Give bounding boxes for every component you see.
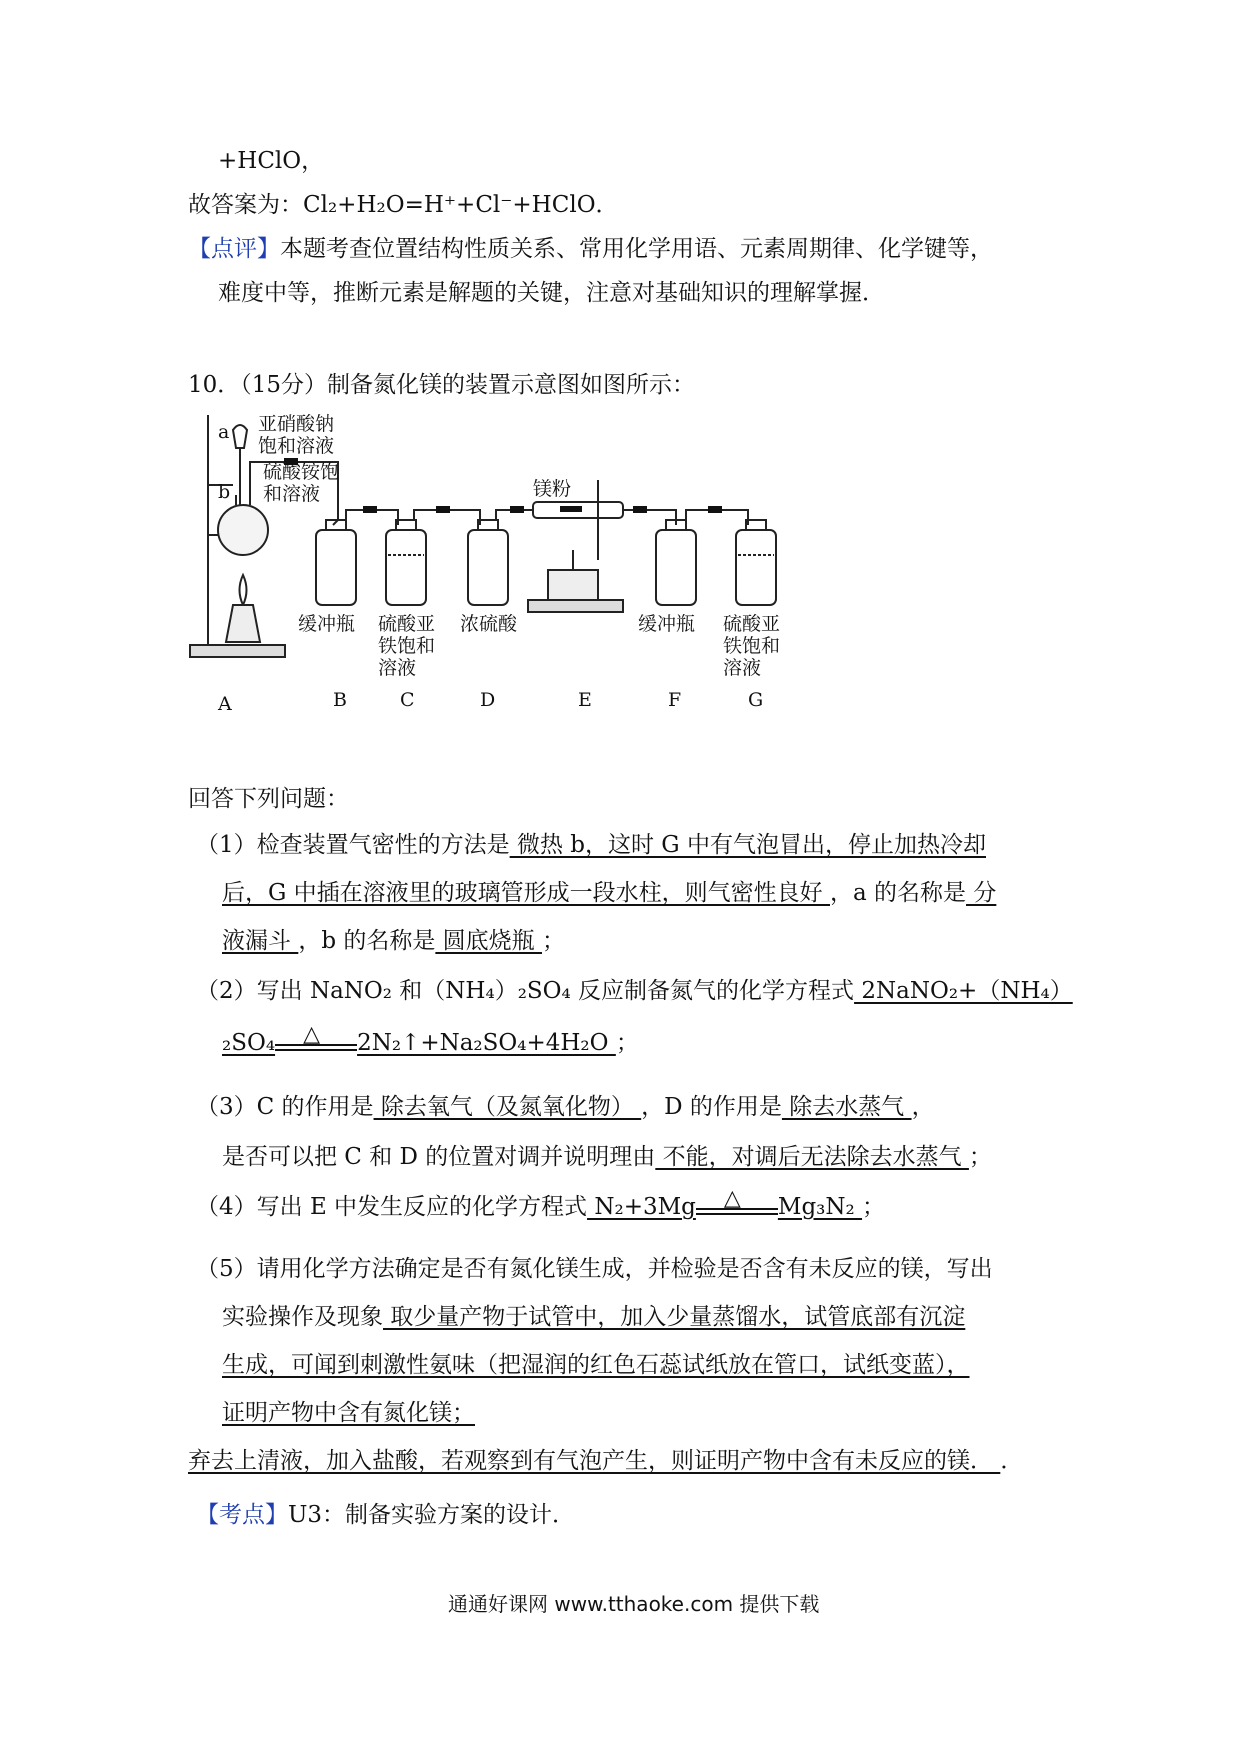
q3-line-2: 是否可以把 C 和 D 的位置对调并说明理由 不能，对调后无法除去水蒸气 ； (222, 1144, 992, 1170)
label-buffer-f: 缓冲瓶 (638, 613, 696, 635)
separatory-funnel (233, 425, 247, 448)
label-d: 浓硫酸 (460, 613, 518, 635)
burner-e (548, 570, 598, 600)
footer-source: 通通好课网 www.tthaoke.com 提供下载 (448, 1592, 820, 1616)
apparatus-diagram (188, 410, 908, 750)
comment-line-1 (188, 234, 993, 264)
bottle-c (386, 520, 426, 605)
label-c-2: 铁饱和 (378, 635, 436, 657)
label-g-2: 铁饱和 (723, 635, 781, 657)
q3-line-1: （3）C 的作用是 除去氧气（及氮氧化物） ，D 的作用是 除去水蒸气 ， (196, 1094, 935, 1120)
stand-base (190, 645, 285, 657)
q5-line-1: （5）请用化学方法确定是否有氮化镁生成，并检验是否含有未反应的镁，写出 (196, 1256, 993, 1282)
kaodian-line (196, 1500, 575, 1530)
q3-answer-2: 除去水蒸气 (781, 1094, 912, 1120)
q2-line-1: （2）写出 NaNO₂ 和（NH₄）₂SO₄ 反应制备氮气的化学方程式 2NaNO₂+（NH₄） (196, 978, 1073, 1004)
q1-answer-1b: 后，G 中插在溶液里的玻璃管形成一段水柱，则气密性良好 (222, 880, 830, 906)
q1-answer-1a: 微热 b，这时 G 中有气泡冒出，停止加热冷却 (509, 832, 986, 858)
label-buffer-b: 缓冲瓶 (298, 613, 356, 635)
q2-answer-c: 2N₂↑+Na₂SO₄+4H₂O (357, 1030, 616, 1056)
q3-answer-3: 不能，对调后无法除去水蒸气 (655, 1144, 969, 1170)
comment-tag: 【点评】 (188, 236, 280, 262)
q1-answer-3: 圆底烧瓶 (435, 928, 542, 954)
question-title: 10．（15分）制备氮化镁的装置示意图如图所示： (188, 372, 696, 398)
letter-A: A (218, 693, 232, 715)
q2-answer-a: 2NaNO₂+（NH₄） (854, 978, 1073, 1004)
q5-line-3: 生成，可闻到刺激性氨味（把湿润的红色石蕊试纸放在管口，试纸变蓝）， (222, 1352, 970, 1378)
label-mg-powder: 镁粉 (533, 478, 572, 500)
q1-line-1: （1）检查装置气密性的方法是 微热 b，这时 G 中有气泡冒出，停止加热冷却 (196, 832, 986, 858)
letter-F: F (668, 689, 682, 711)
label-na-no2: 亚硝酸钠 (258, 413, 335, 435)
label-b: b (218, 481, 231, 503)
label-nh4-2: 和溶液 (263, 483, 321, 505)
q5-answer-4: 弃去上清液，加入盐酸，若观察到有气泡产生，则证明产物中含有未反应的镁． (188, 1448, 1001, 1474)
letter-G: G (748, 689, 764, 711)
letter-D: D (480, 689, 496, 711)
kaodian-text: U3：制备实验方案的设计． (288, 1502, 576, 1528)
q4-answer-b: Mg₃N₂ (777, 1194, 863, 1220)
bottle-b (316, 520, 356, 605)
answer-tail: +HClO， (218, 148, 325, 174)
q5-answer-1: 取少量产物于试管中，加入少量蒸馏水，试管底部有沉淀 (383, 1304, 966, 1330)
kaodian-tag: 【考点】 (196, 1502, 288, 1528)
label-nh4: 硫酸铵饱 (263, 461, 340, 483)
letter-B: B (333, 689, 347, 711)
label-g-3: 溶液 (723, 657, 762, 679)
q1-line-3: 液漏斗 ，b 的名称是 圆底烧瓶 ； (222, 928, 565, 954)
label-c-3: 溶液 (378, 657, 417, 679)
bottle-g (736, 520, 776, 605)
letter-E: E (578, 689, 592, 711)
q1-line-2: 后，G 中插在溶液里的玻璃管形成一段水柱，则气密性良好 ，a 的名称是 分 (222, 880, 997, 906)
round-bottom-flask (218, 505, 268, 555)
answer-line: 故答案为：Cl₂+H₂O=H⁺+Cl⁻+HClO． (188, 192, 619, 218)
answer-intro: 回答下列问题： (188, 786, 349, 812)
q5-line-2: 实验操作及现象 取少量产物于试管中，加入少量蒸馏水，试管底部有沉淀 (222, 1304, 966, 1330)
q1-answer-2a: 分 (966, 880, 997, 906)
letter-C: C (400, 689, 415, 711)
heating-arrow-q4: △ (696, 1192, 778, 1222)
q2-line-2: ₂SO₄ △ 2N₂↑+Na₂SO₄+4H₂O ； (222, 1022, 639, 1056)
heating-arrow-q2: △ (275, 1028, 357, 1058)
label-c-1: 硫酸亚 (378, 613, 436, 635)
q4-line: （4）写出 E 中发生反应的化学方程式 N₂+3Mg △ Mg₃N₂ ； (196, 1186, 886, 1220)
q1-answer-2b: 液漏斗 (222, 928, 299, 954)
label-g-1: 硫酸亚 (723, 613, 781, 635)
label-a: a (218, 421, 230, 443)
q3-answer-1: 除去氧气（及氮氧化物） (373, 1094, 642, 1120)
bottle-f (656, 520, 696, 605)
q5-line-4: 证明产物中含有氮化镁； (222, 1400, 475, 1426)
comment-text: 本题考查位置结构性质关系、常用化学用语、元素周期律、化学键等， (280, 236, 993, 262)
alcohol-burner (226, 605, 260, 642)
label-na-no2-2: 饱和溶液 (258, 435, 335, 457)
comment-line-2: 难度中等，推断元素是解题的关键，注意对基础知识的理解掌握． (218, 280, 885, 306)
q5-line-5: 弃去上清液，加入盐酸，若观察到有气泡产生，则证明产物中含有未反应的镁． ． (188, 1448, 1024, 1474)
bottle-d (468, 520, 508, 605)
q4-answer-a: N₂+3Mg (587, 1194, 696, 1220)
